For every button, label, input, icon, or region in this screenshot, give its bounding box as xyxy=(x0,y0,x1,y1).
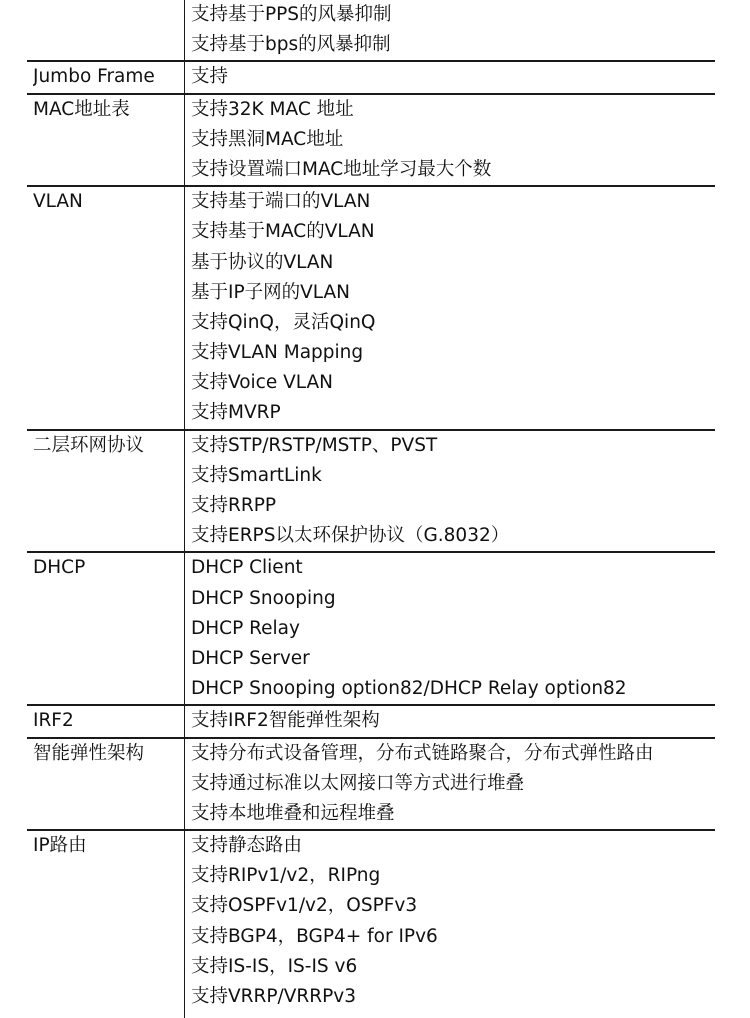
detail-line: 支持Voice VLAN xyxy=(191,372,333,394)
detail-line: 支持RIPv1/v2，RIPng xyxy=(191,865,381,887)
clipped-continuation xyxy=(191,1012,715,1018)
table-row-irf2 xyxy=(27,705,715,737)
detail-cell xyxy=(185,552,716,705)
feature-label: VLAN xyxy=(33,191,83,213)
detail-line: 支持基于端口的VLAN xyxy=(191,191,371,213)
feature-label: IP路由 xyxy=(33,835,87,857)
detail-cell xyxy=(185,705,716,737)
table-row-mac-table xyxy=(27,94,715,187)
detail-cell xyxy=(185,61,716,93)
table-row-smart-elastic xyxy=(27,738,715,831)
feature-label: DHCP xyxy=(33,557,86,579)
detail-line: 支持BGP4，BGP4+ for IPv6 xyxy=(191,925,438,947)
table-row-ip-routing xyxy=(27,830,715,1018)
spec-table xyxy=(27,0,715,1018)
detail-line: DHCP Snooping xyxy=(191,587,336,609)
feature-cell xyxy=(27,186,185,430)
detail-line: 支持32K MAC 地址 xyxy=(191,98,354,120)
detail-cell xyxy=(185,738,716,831)
detail-line: 支持IS-IS，IS-IS v6 xyxy=(191,955,358,977)
feature-cell xyxy=(27,430,185,553)
detail-cell xyxy=(185,0,716,61)
feature-cell xyxy=(27,552,185,705)
detail-line: 支持ERPS以太环保护协议（G.8032） xyxy=(191,525,510,547)
feature-cell xyxy=(27,0,185,61)
detail-line: 支持 xyxy=(191,66,229,88)
detail-line: 支持VRRP/VRRPv3 xyxy=(191,986,356,1007)
detail-line: DHCP Server xyxy=(191,647,310,669)
detail-line: 基于协议的VLAN xyxy=(191,251,334,273)
feature-cell xyxy=(27,830,185,1018)
detail-line: 支持STP/RSTP/MSTP、PVST xyxy=(191,434,438,456)
detail-line: 支持QinQ，灵活QinQ xyxy=(191,311,376,333)
detail-line: 支持IRF2智能弹性架构 xyxy=(191,710,380,732)
detail-line: 支持设置端口MAC地址学习最大个数 xyxy=(191,158,492,180)
detail-line: 支持VLAN Mapping xyxy=(191,342,364,364)
detail-line: 支持基于bps的风暴抑制 xyxy=(191,34,391,56)
detail-line: 支持OSPFv1/v2，OSPFv3 xyxy=(191,895,418,917)
feature-label: 二层环网协议 xyxy=(33,434,145,456)
detail-cell xyxy=(185,430,716,553)
feature-cell xyxy=(27,61,185,93)
detail-line: DHCP Relay xyxy=(191,617,300,639)
detail-line: 支持静态路由 xyxy=(191,835,303,857)
feature-label: MAC地址表 xyxy=(33,98,130,120)
feature-label: Jumbo Frame xyxy=(33,66,155,88)
table-row-vlan xyxy=(27,186,715,430)
detail-line: 支持基于MAC的VLAN xyxy=(191,221,375,243)
detail-line: 支持基于PPS的风暴抑制 xyxy=(191,4,392,25)
detail-line: 支持分布式设备管理，分布式链路聚合，分布式弹性路由 xyxy=(191,742,654,764)
detail-line: 支持MVRP xyxy=(191,402,281,424)
detail-line: DHCP Snooping option82/DHCP Relay option82 xyxy=(191,678,627,700)
table-row-jumbo-frame xyxy=(27,61,715,93)
detail-line: 支持通过标准以太网接口等方式进行堆叠 xyxy=(191,772,525,794)
feature-cell xyxy=(27,705,185,737)
feature-label: IRF2 xyxy=(33,710,74,732)
detail-line: 基于IP子网的VLAN xyxy=(191,281,350,303)
feature-cell xyxy=(27,738,185,831)
feature-cell xyxy=(27,94,185,187)
table-row-dhcp xyxy=(27,552,715,705)
detail-cell xyxy=(185,94,716,187)
detail-line: 支持黑洞MAC地址 xyxy=(191,128,344,150)
table-row-l2-ring xyxy=(27,430,715,553)
detail-line: 支持RRPP xyxy=(191,495,277,516)
detail-line: DHCP Client xyxy=(191,557,303,579)
detail-cell xyxy=(185,186,716,430)
detail-line: 支持SmartLink xyxy=(191,464,322,486)
feature-label: 智能弹性架构 xyxy=(33,742,145,764)
detail-line: 支持本地堆叠和远程堆叠 xyxy=(191,802,395,824)
detail-cell xyxy=(185,830,716,1018)
table-row-storm-control xyxy=(27,0,715,61)
